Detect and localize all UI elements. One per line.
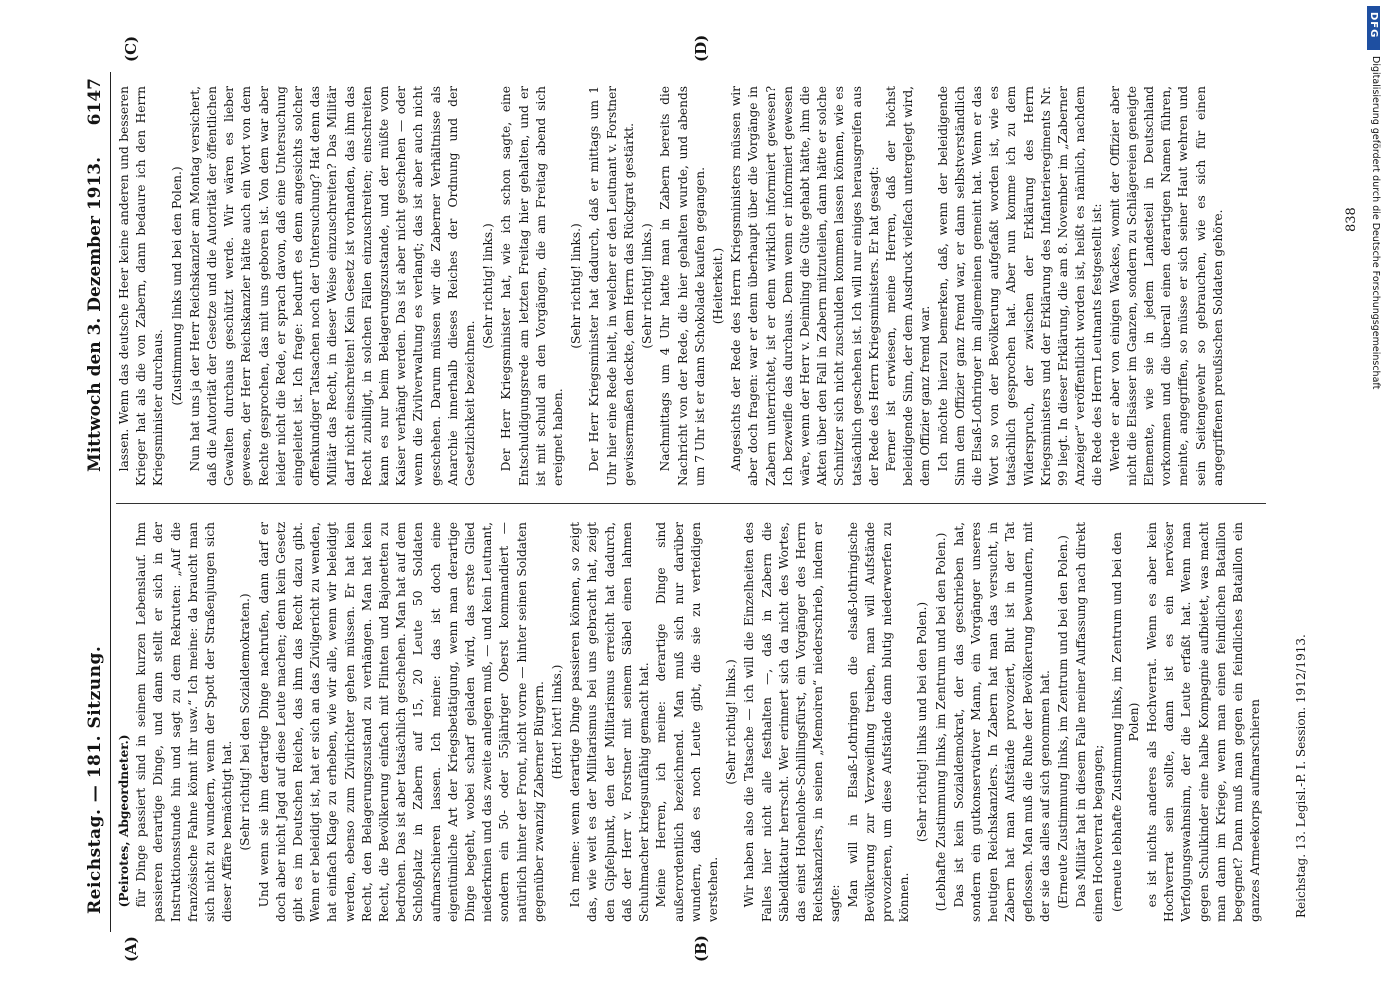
paragraph: Werde er aber von einigen Wackes, womit der Offizier aber nicht die Elsässer im Ganzen, sondern zu Schlägereien geneigte Elemente, wie sie in jedem Landesteil in Deutschland vorkommen und die überall einen derartigen Namen führen, meinte, angegriffen, so müsse er sich seiner Haut wehren und sein Seitengewehr so gebrauchen, wie es sich für einen angegriffenen preußischen Soldaten gehöre. (1107, 86, 1225, 486)
margin-mark-a: (A) (122, 936, 140, 962)
digitization-credit: Digitalisierung gefördert durch die Deutsche Forschungsgemeinschaft (1370, 56, 1381, 390)
interjection: (Sehr richtig! links.) (640, 223, 655, 349)
column-divider (116, 503, 1266, 504)
paragraph: Ferner ist erwiesen, meine Herren, daß der höchst beleidigende Sinn, der dem Ausdruck vielfach untergelegt wird, dem Offizier ganz fremd war. (883, 86, 933, 486)
interjection: (erneute lebhafte Zustimmung links, im Zentrum und bei den Polen) (1109, 532, 1141, 912)
speaker-name: (Peirotes, Abgeordneter.) (117, 734, 131, 908)
interjection: (Heiterkeit.) (710, 247, 725, 325)
paragraph: Nachmittags um 4 Uhr hatte man in Zabern bereits die Nachricht von der Rede, die hier gehalten wurde, und abends um 7 Uhr ist er dann Schokolade kaufen gegangen. (658, 86, 707, 486)
interjection: (Lebhafte Zustimmung links, im Zentrum und bei den Polen.) (933, 532, 948, 912)
paragraph: Der Herr Kriegsminister hat, wie ich schon sagte, eine Entschuldigungsrede am letzten Freitag hier gehalten, und er ist mit schuld an den Vorgängen, die am Freitag abend sich ereignet haben. (499, 86, 566, 486)
interjection: (Hört! hört! links.) (550, 664, 565, 780)
paragraph: lassen. Wenn das deutsche Heer keine anderen und besseren Krieger hat als die von Zabern, dann bedaure ich den Herrn Kriegsminister durchaus. (117, 86, 166, 486)
dfg-logo: DFG (1367, 6, 1380, 50)
interjection: (Sehr richtig! links.) (481, 223, 496, 349)
paragraph: Ich meine: wenn derartige Dinge passieren können, so zeigt das, wie weit es der Militarismus bei uns gebracht hat, zeigt den Gipfelpunkt, den der Militarismus erreicht hat dadurch, daß der Herr v. Forstner mit seinem Säbel einen lahmen Schuhmacher kriegsunfähig gemacht hat. (568, 522, 652, 922)
paragraph: Und wenn sie ihm derartige Dinge nachrufen, dann darf er doch aber nicht Jagd auf diese Leute machen; denn kein Gesetz gibt es im Deutschen Reiche, das ihm das Recht dazu gibt. Wenn er beleidigt ist, hat er sich an das Zivilgericht zu wenden, hat einfach Klage zu erheben, wie wir alle, wenn wir beleidigt werden, ebenso zum Zivilrichter gehen müssen. Er hat kein Recht, den Belagerungszustand zu verhängen. Man hat kein Recht, die Bevölkerung einfach mit Flinten und Bajonetten zu bedrohen. Das ist aber tatsächlich geschehen. Man hat auf dem Schloßplatz in Zabern auf 15, 20 Leute 50 Soldaten aufmarschieren lassen. Ich meine: das ist doch eine eigentümliche Art der Kriegsbetätigung, wenn man derartige Dinge begeht, wobei scharf geladen wird, das erste Glied niederknien und das zweite anlegen muß, — und kein Leutnant, sondern ein 50- oder 55jähriger Oberst kommandiert — natürlich hinter der Front, nicht vorne — hinter seinen Soldaten gegenüber zwanzig Zaberner Bürgern. (256, 522, 546, 922)
margin-mark-b: (B) (692, 935, 710, 962)
interjection: (Zustimmung links und bei den Polen.) (169, 166, 184, 406)
paragraph: für Dinge passiert sind in seinem kurzen Lebenslauf. Ihm passieren derartige Dinge, und dann stellt er sich in der Instruktionsstunde hin und sagt zu dem Rekruten: „Auf die französische Fahne könnt ihr usw.“ Ich meine: da braucht man sich nicht zu wundern, wenn der Spott der Straßenjungen sich dieser Affäre bemächtigt hat. (134, 522, 235, 922)
interjection: (Sehr richtig! links.) (569, 223, 584, 349)
header-date: Mittwoch den 3. Dezember 1913. (85, 156, 105, 472)
interjection: (Sehr richtig! links.) (724, 659, 739, 785)
paragraph: Der Herr Kriegsminister hat dadurch, daß er mittags um 1 Uhr hier eine Rede hielt, in welcher er den Leutnant v. Forstner gewissermaßen deckte, dem Herrn das Rückgrat gestärkt. (587, 86, 636, 486)
interjection: (Erneute Zustimmung links, im Zentrum und bei den Polen.) (1055, 535, 1070, 909)
interjection: (Sehr richtig! bei den Sozialdemokraten.) (238, 593, 253, 851)
margin-mark-c: (C) (122, 35, 140, 62)
paragraph: Das ist kein Sozialdemokrat, der das geschrieben hat, sondern ein gutkonservativer Mann, ein Vorgänger unseres heutigen Reichskanzlers. In Zabern hat man das versucht, in Zabern hat man Aufstände provoziert, Blut ist in der Tat geflossen. Man muß die Ruhe der Bevölkerung bewundern, mit der sie das alles auf sich genommen hat. (951, 522, 1052, 922)
page-footer: Reichstag. 13. Legisl.-P. I. Session. 1912/1913. (1294, 634, 1308, 918)
margin-mark-d: (D) (692, 34, 710, 62)
paragraph: Wir haben also die Tatsache — ich will die Einzelheiten des Falles hier nicht alle festhalten —, daß in Zabern die Säbeldiktatur herrscht. Wer erinnert sich da nicht des Wortes, das einst Hohenlohe-Schillingsfürst, ein Vorgänger des Herrn Reichskanzlers, in seinen „Memoiren“ niederschrieb, indem er sagte: (742, 522, 843, 922)
rotated-page (82, 34, 1359, 962)
interjection: (Sehr richtig! links und bei den Polen.) (915, 601, 930, 843)
header-page-number: 6147 (85, 78, 105, 126)
paragraph: Ich möchte hierzu bemerken, daß, wenn der beleidigende Sinn dem Offizier ganz fremd war, er dann selbstverständlich die Elsaß-Lothringer im allgemeinen gemeint hat. Wenn er das Wort so von der Bevölkerung aufgefaßt worden ist, wie es tatsächlich gesprochen hat. Aber nun komme ich zu dem Widerspruch, der zwischen der Erklärung des Herrn Kriegsministers und der Erklärung des Infanterieregiments Nr. 99 liegt. In dieser Erklärung, die am 8. November im „Zaberner Anzeiger“ veröffentlicht worden ist, heißt es nämlich, nachdem die Rede des Herrn Leutnants festgestellt ist: (935, 86, 1105, 486)
page-header (82, 72, 111, 932)
paragraph: Man will in Elsaß-Lothringen die elsaß-lothringische Bevölkerung zur Verzweiflung treiben, man will Aufstände provozieren, um diese Aufstände dann blutig niederwerfen zu können. (845, 522, 912, 922)
paragraph: Angesichts der Rede des Herrn Kriegsministers müssen wir aber doch fragen: war er denn überhaupt über die Vorgänge in Zabern unterrichtet, ist er denn wirklich informiert gewesen? Ich bezweifle das durchaus. Denn wenn er informiert gewesen wäre, wenn der Herr v. Deimling die Güte gehabt hätte, ihm die Akten über den Fall in Zabern mitzuteilen, dann hätte er solche Schnitzer sich nicht zuschulden kommen lassen können, wie es tatsächlich geschehen ist. Ich will nur einiges herausgreifen aus der Rede des Herrn Kriegsministers. Er hat gesagt: (729, 86, 881, 486)
paragraph: Meine Herren, ich meine: derartige Dinge sind außerordentlich bezeichnend. Man muß sich nur darüber wundern, daß es noch Leute gibt, die sie zu verteidigen verstehen. (654, 522, 720, 922)
scan-page-number: 838 (1344, 207, 1359, 232)
left-column (116, 522, 1296, 922)
paragraph: Nun hat uns ja der Herr Reichskanzler am Montag versichert, daß die Autorität der Gesetze und die Autorität der öffentlichen Gewalten durchaus geschützt werde. Wir wären es lieber gewesen, der Herr Reichskanzler hätte auch ein Wort von dem Rechte gesprochen, das mit uns geboren ist. Von dem war aber leider nicht die Rede, er sprach davon, daß eine Untersuchung eingeleitet ist. Ich frage: bedurft es denn angesichts solcher offenkundiger Tatsachen noch der Untersuchung? Hat denn das Militär das Recht, in dieser Weise einzuschreiten? Das Militär darf nicht einschreiten! Kein Gesetz ist vorhanden, das ihm das Recht zubilligt, in solchen Fällen einzuschreiten; einschreiten kann es nur beim Belagerungszustande, und der müßte vom Kaiser verhängt werden. Das ist aber nicht geschehen — oder wenn die Zivilverwaltung es verlangt; das ist aber auch nicht geschehen. Darum müssen wir die Zaberner Verhältnisse als Anarchie innerhalb dieses Reiches der Ordnung und der Gesetzlichkeit bezeichnen. (187, 86, 478, 486)
header-left: Reichstag. — 181. Sitzung. (85, 645, 105, 914)
right-column (116, 86, 1296, 486)
paragraph: es ist nichts anderes als Hochverrat. Wenn es aber kein Hochverrat sein sollte, dann ist es ein nervöser Verfolgungswahnsinn, der die Leute erfaßt hat. Wenn man gegen Schulkinder eine halbe Kompagnie aufbietet, was macht man dann im Kriege, wenn man einen feindlichen Bataillon begegnet? Dann muß man gegen ein feindliches Bataillon ein ganzes Armeekorps aufmarschieren (1144, 522, 1263, 922)
paragraph: Das Militär hat in diesem Falle meiner Auffassung nach direkt einen Hochverrat begangen; (1074, 522, 1106, 922)
